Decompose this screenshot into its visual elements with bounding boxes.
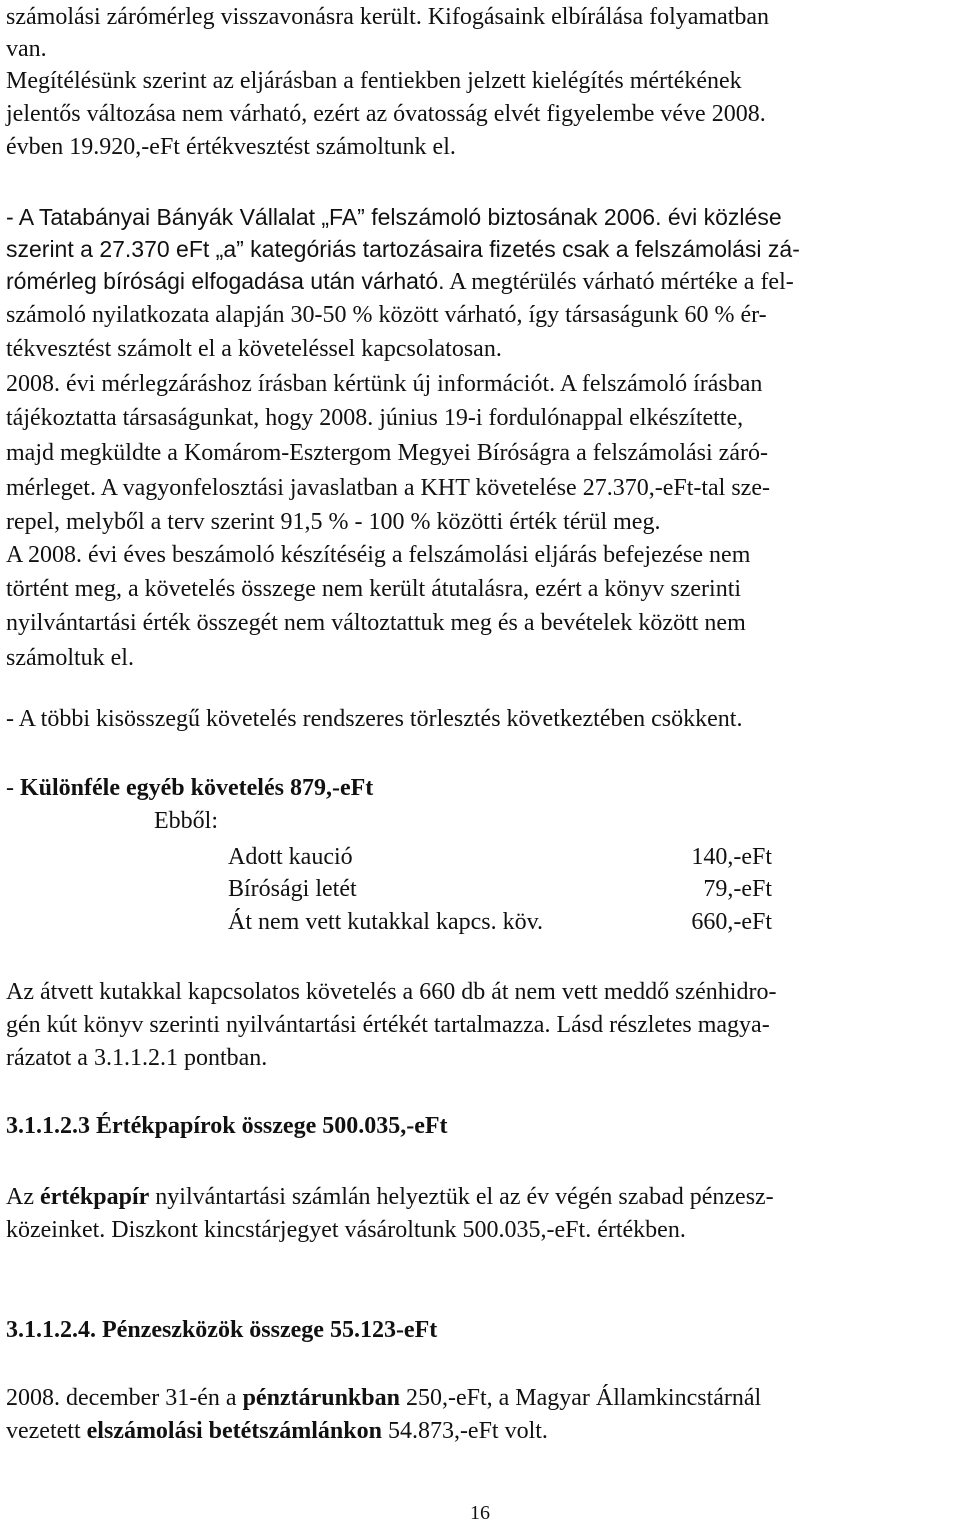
- section-heading: 3.1.1.2.4. Pénzeszközök összege 55.123-eFt: [6, 1317, 438, 1343]
- section-heading: 3.1.1.2.3 Értékpapírok összege 500.035,-eFt: [6, 1113, 448, 1139]
- text-line: [6, 1381, 761, 1415]
- text-line: - A többi kisösszegű követelés rendszeres törlesztés következtében csökkent.: [6, 706, 743, 732]
- text-line: történt meg, a követelés összege nem került átutalásra, ezért a könyv szerinti: [6, 576, 742, 602]
- text-line: rázatot a 3.1.1.2.1 pontban.: [6, 1045, 268, 1071]
- text-span-bold: értékpapír: [39, 1184, 150, 1210]
- text-line: nyilvántartási érték összegét nem változtattuk meg és a bevételek között nem: [6, 610, 746, 636]
- text-line: jelentős változása nem várható, ezért az óvatosság elvét figyelembe véve 2008.: [6, 101, 766, 127]
- text-line: számolási zárómérleg visszavonásra került. Kifogásaink elbírálása folyamatban: [6, 4, 770, 30]
- text-span: 2008. december 31-én a: [6, 1385, 243, 1411]
- text-span: vezetett: [6, 1418, 87, 1444]
- text-span: rómérleg bírósági elfogadása után várható.: [6, 268, 445, 294]
- text-line: számoló nyilatkozata alapján 30-50 % között várható, így társaságunk 60 % ér-: [6, 302, 767, 328]
- text-span-bold: elszámolási betétszámlánkon: [86, 1418, 382, 1444]
- item-amount: 140,-eFt: [691, 844, 772, 870]
- text-line: A 2008. évi éves beszámoló készítéséig a felszámolási eljárás befejezése nem: [6, 542, 751, 568]
- text-line: [6, 1180, 774, 1214]
- text-line: évben 19.920,-eFt értékvesztést számoltunk el.: [6, 134, 456, 160]
- text-line: közeinket. Diszkont kincstárjegyet vásároltunk 500.035,-eFt. értékben.: [6, 1217, 686, 1243]
- text-line: tékvesztést számolt el a követeléssel kapcsolatosan.: [6, 336, 502, 362]
- section-title: Különféle egyéb követelés 879,-eFt: [20, 775, 374, 801]
- text-span: 250,-eFt, a Magyar Államkincstárnál: [399, 1385, 762, 1411]
- text-line: Megítélésünk szerint az eljárásban a fentiekben jelzett kielégítés mértékének: [6, 68, 742, 94]
- text-line: tájékoztatta társaságunkat, hogy 2008. június 19-i fordulónappal elkészítette,: [6, 405, 744, 431]
- text-span-bold: pénztárunkban: [242, 1385, 400, 1411]
- text-line: mérleget. A vagyonfelosztási javaslatban a KHT követelése 27.370,-eFt-tal sze-: [6, 475, 770, 501]
- ebbol-label: Ebből:: [154, 808, 218, 834]
- text-line: majd megküldte a Komárom-Esztergom Megyei Bíróságra a felszámolási záró-: [6, 440, 768, 466]
- text-span: nyilvántartási számlán helyeztük el az év végén szabad pénzesz-: [149, 1184, 774, 1210]
- item-label: Adott kaució: [228, 844, 353, 870]
- text-line: repel, melyből a terv szerint 91,5 % - 100 % közötti érték térül meg.: [6, 509, 661, 535]
- text-line: Az átvett kutakkal kapcsolatos követelés a 660 db át nem vett meddő szénhidro-: [6, 979, 777, 1005]
- text-line: van.: [6, 36, 47, 62]
- text-line: számoltuk el.: [6, 645, 134, 671]
- text-line: [6, 264, 794, 299]
- text-span: 54.873,-eFt volt.: [381, 1418, 548, 1444]
- section-line: [6, 771, 373, 805]
- text-line: gén kút könyv szerinti nyilvántartási értékét tartalmazza. Lásd részletes magya-: [6, 1012, 770, 1038]
- item-label: Át nem vett kutakkal kapcs. köv.: [228, 909, 544, 935]
- dash: -: [6, 775, 20, 801]
- text-line: - A Tatabányai Bányák Vállalat „FA” felszámoló biztosának 2006. évi közlése: [6, 204, 782, 230]
- text-line: 2008. évi mérlegzáráshoz írásban kértünk új információt. A felszámoló írásban: [6, 371, 763, 397]
- item-label: Bírósági letét: [228, 876, 357, 902]
- text-span: A megtérülés várható mértéke a fel-: [444, 269, 794, 295]
- text-line: [6, 1414, 548, 1448]
- page-number: 16: [470, 1502, 490, 1524]
- item-amount: 79,-eFt: [703, 876, 772, 902]
- text-span: Az: [6, 1184, 40, 1210]
- text-line: szerint a 27.370 eFt „a” kategóriás tartozásaira fizetés csak a felszámolási zá-: [6, 236, 800, 262]
- item-amount: 660,-eFt: [691, 909, 772, 935]
